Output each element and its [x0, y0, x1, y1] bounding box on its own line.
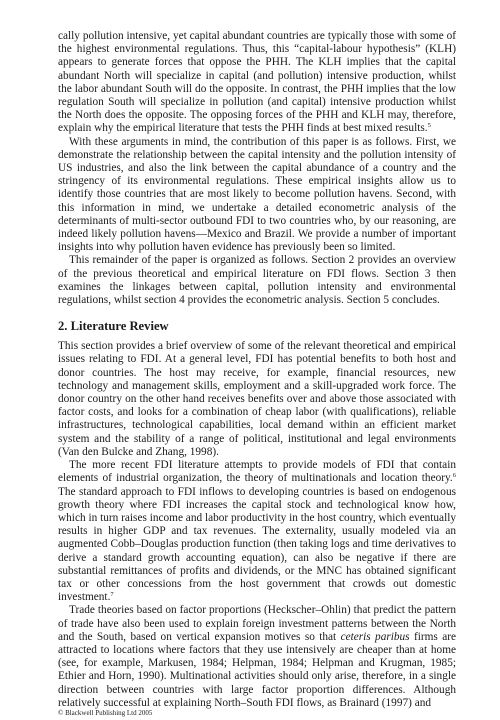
- paragraph-overview: This section provides a brief overview of some of the relevant theoretical and empirical issues relating to FDI. At a general level, FDI has potential benefits to both host and donor countries. The host may receive, for example, financial resources, new technology and management skills, employment and a skill-upgraded work force. The donor country on the other hand receives benefits over and above those associated with factor costs, and looks for a combination of cheap labor (with qualifications), reliable infrastructures, technological capabilities, local demand within an efficient market system and the stability of a range of political, institutional and legal environments (Van den Bulcke and Zhang, 1998).: [58, 340, 456, 458]
- paragraph-text: Trade theories based on factor proportions (Heckscher–Ohlin) that predict the pattern of trade have also been used to explain foreign investment patterns between the North and the South, based on vertical expansion motives so that: [58, 604, 456, 643]
- footnote-marker: 5: [427, 122, 431, 130]
- paragraph-continuation: [58, 30, 456, 136]
- paragraph-text: The standard approach to FDI inflows to developing countries is based on endogenous growth theory where FDI increases the capital stock and technological know how, which in turn raises income and labor productivity in the host country, which eventually results in higher GDP and tax revenues. The externality, usually modeled via an augmented Cobb–Douglas production function (then taking logs and time derivatives to derive a standard growth accounting equation), can also be negative if there are substantial remittances of profits and dividends, or the MNC has obtained significant tax or other concessions from the host government that crowds out domestic investment.: [58, 485, 456, 604]
- paragraph-organization: This remainder of the paper is organized as follows. Section 2 provides an overview of the previous theoretical and empirical literature on FDI flows. Section 3 then examines the linkages between capital, pollution intensity and environmental regulations, whilst section 4 provides the econometric analysis. Section 5 concludes.: [58, 254, 456, 307]
- footnote-marker: 7: [110, 591, 114, 599]
- paragraph-text: firms are attracted to locations where factors that they use intensively are cheaper than at home (see, for example, Markusen, 1984; Helpman, 1984; Helpman and Krugman, 1985; Ethier and Horn, 1990). Multinational activities should only arise, therefore, in a single direction between countries with large factor proportion differences. Although relatively successful at explaining North–South FDI flows, as Brainard (1997) and: [58, 630, 456, 709]
- paragraph-text: The more recent FDI literature attempts to provide models of FDI that contain elements of industrial organization, the theory of multinationals and location theory.: [58, 459, 456, 485]
- italic-phrase: ceteris paribus: [340, 630, 410, 643]
- copyright-footer: © Blackwell Publishing Ltd 2005: [58, 709, 153, 717]
- footnote-marker: 6: [452, 472, 456, 480]
- body-text: [58, 30, 456, 710]
- paragraph-trade-theories: [58, 604, 456, 710]
- paragraph-contribution: With these arguments in mind, the contribution of this paper is as follows. First, we demonstrate the relationship between the capital intensity and the pollution intensity of US industries, and also the link between the capital abundance of a country and the stringency of its environmental regulations. These empirical insights allow us to identify those countries that are most likely to become pollution havens. Second, with this information in mind, we undertake a detailed econometric analysis of the determinants of multi-sector outbound FDI to two countries who, by our reasoning, are indeed likely pollution havens—Mexico and Brazil. We provide a number of important insights into why pollution haven evidence has previously been so limited.: [58, 135, 456, 254]
- paragraph-recent-literature: [58, 459, 456, 604]
- section-heading: 2. Literature Review: [58, 319, 169, 334]
- paragraph-text: cally pollution intensive, yet capital abundant countries are typically those with some of the highest environmental regulations. Thus, this “capital-labour hypothesis” (KLH) appears to generate forces that oppose the PHH. The KLH implies that the capital abundant North will specialize in capital (and pollution) intensive production, whilst the labor abundant South will do the opposite. In contrast, the PHH implies that the low regulation South will specialize in pollution (and capital) intensive production whilst the North does the opposite. The opposing forces of the PHH and KLH may, therefore, explain why the empirical literature that tests the PHH finds at best mixed results.: [58, 30, 456, 135]
